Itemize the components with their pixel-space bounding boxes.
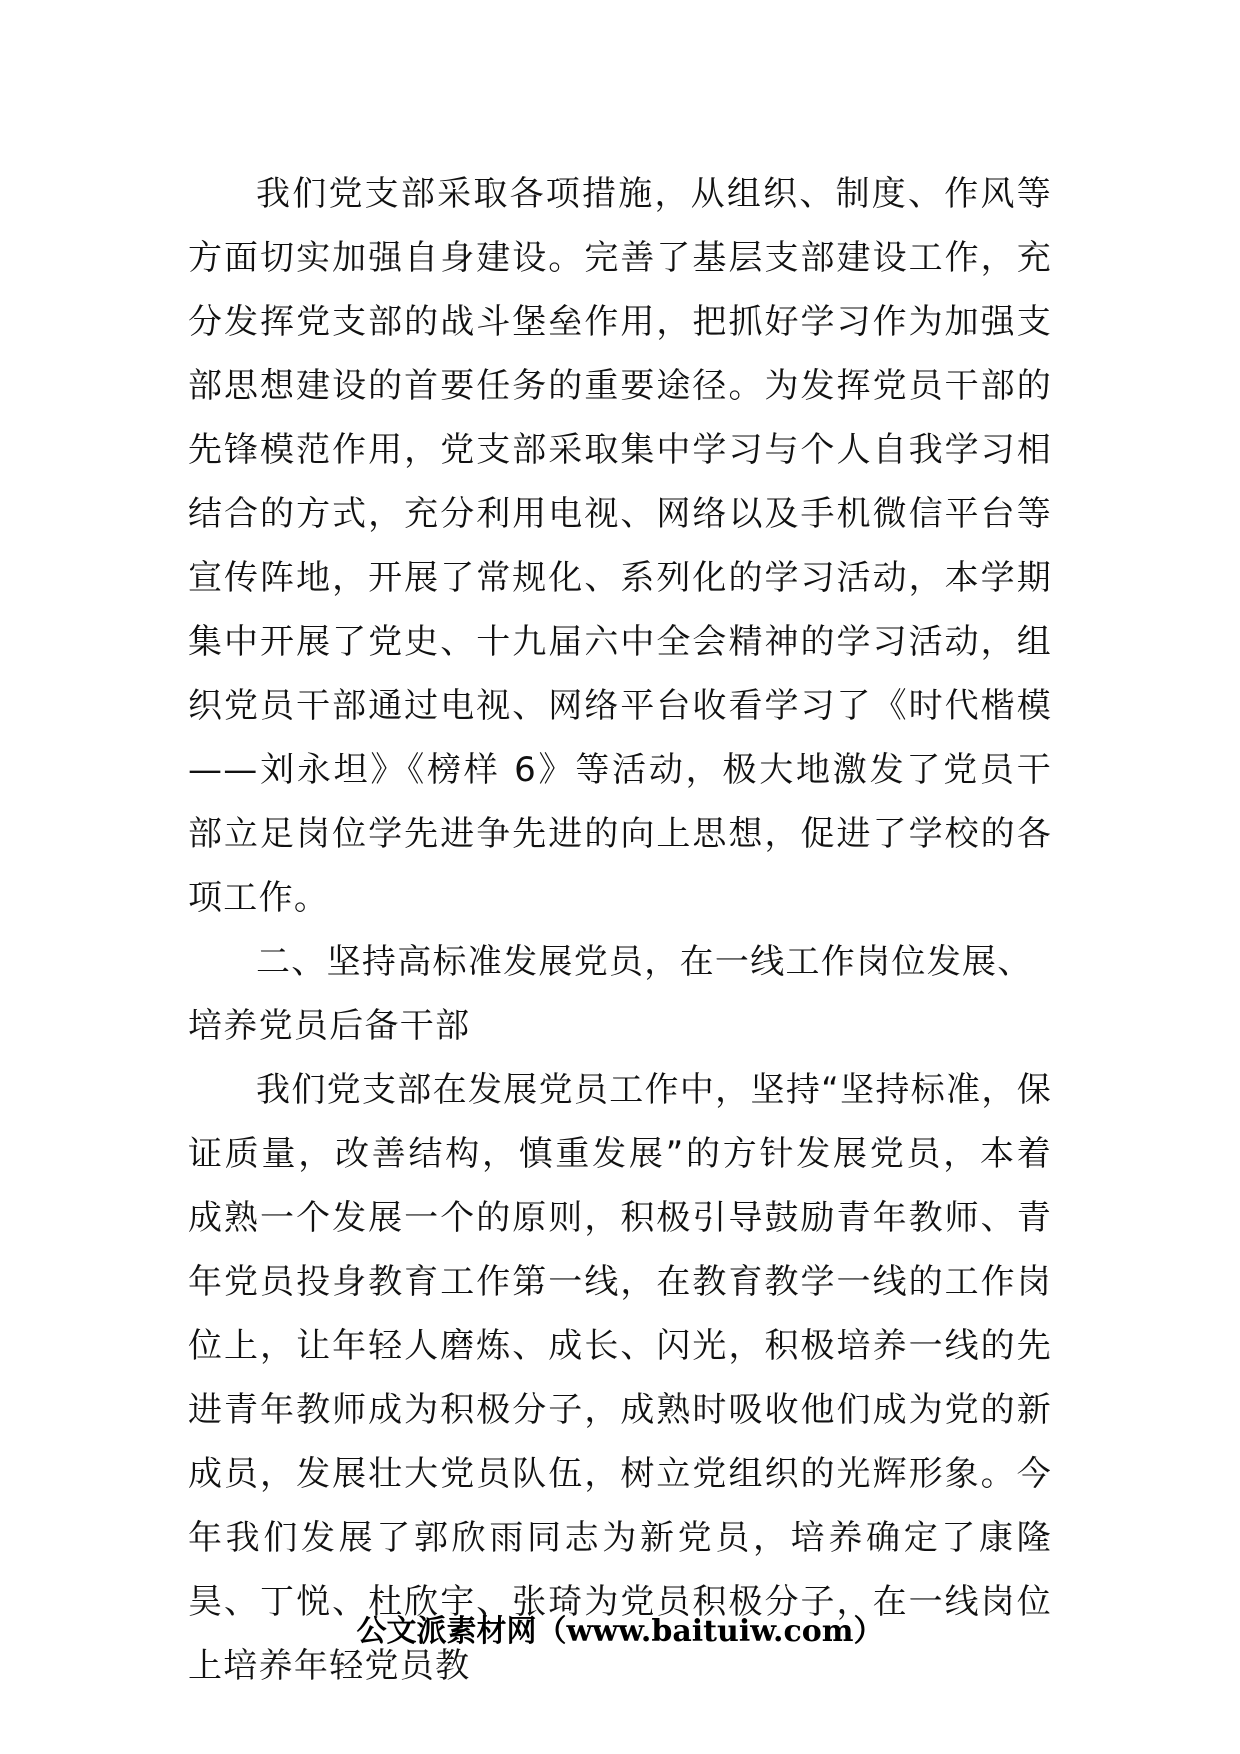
document-body xyxy=(188,162,1052,1698)
footer-watermark: 公文派素材网（www.baituiw.com） xyxy=(356,1614,884,1649)
body-paragraph: 我们党支部在发展党员工作中，坚持“坚持标准，保证质量，改善结构，慎重发展”的方针发展党员，本着成熟一个发展一个的原则，积极引导鼓励青年教师、青年党员投身教育工作第一线，在教育教学一线的工作岗位上，让年轻人磨炼、成长、闪光，积极培养一线的先进青年教师成为积极分子，成熟时吸收他们成为党的新成员，发展壮大党员队伍，树立党组织的光辉形象。今年我们发展了郭欣雨同志为新党员，培养确定了康隆昊、丁悦、杜欣宇、张琦为党员积极分子，在一线岗位上培养年轻党员教 xyxy=(188,1070,1052,1686)
section-heading: 二、坚持高标准发展党员，在一线工作岗位发展、培养党员后备干部 xyxy=(188,942,1033,1046)
body-paragraph: 我们党支部采取各项措施，从组织、制度、作风等方面切实加强自身建设。完善了基层支部建设工作，充分发挥党支部的战斗堡垒作用，把抓好学习作为加强支部思想建设的首要任务的重要途径。为发挥党员干部的先锋模范作用，党支部采取集中学习与个人自我学习相结合的方式，充分利用电视、网络以及手机微信平台等宣传阵地，开展了常规化、系列化的学习活动，本学期集中开展了党史、十九届六中全会精神的学习活动，组织党员干部通过电视、网络平台收看学习了《时代楷模——刘永坦》《榜样 6》等活动，极大地激发了党员干部立足岗位学先进争先进的向上思想，促进了学校的各项工作。 xyxy=(188,174,1052,918)
